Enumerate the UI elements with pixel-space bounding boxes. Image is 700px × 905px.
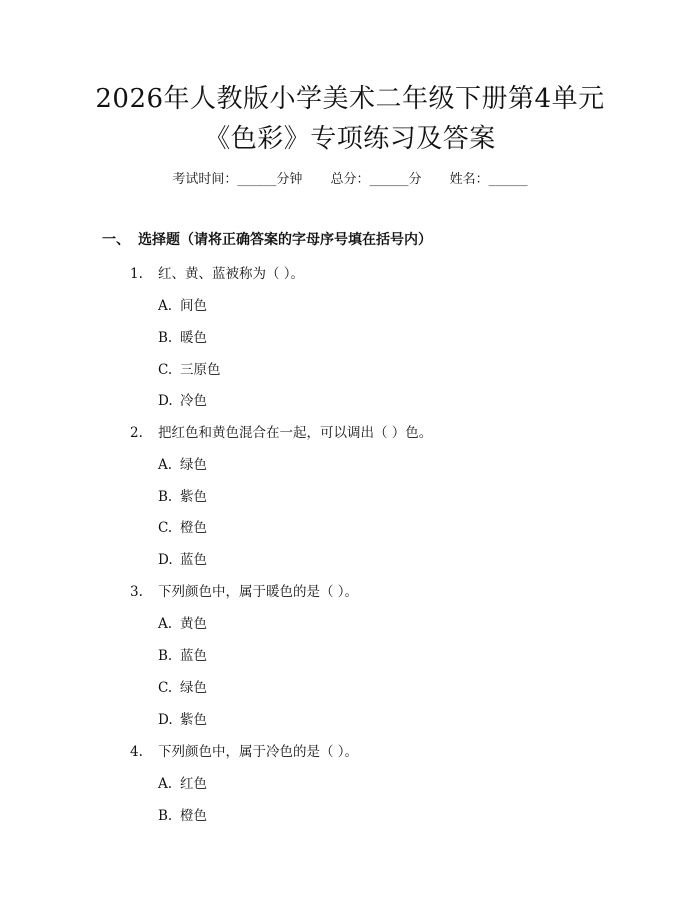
- total-score-field: 总分：______分: [330, 172, 422, 187]
- question-4: [130, 740, 358, 760]
- question-2-option-d: [158, 548, 207, 568]
- section-title: 选择题（请将正确答案的字母序号填在括号内）: [138, 232, 432, 248]
- page-title-line2: 《色彩》专项练习及答案: [204, 124, 496, 154]
- option-letter: B.: [158, 330, 173, 346]
- question-number: 4.: [130, 744, 143, 760]
- option-text: 橙色: [180, 808, 207, 824]
- question-text: 下列颜色中，属于冷色的是（ ）。: [158, 744, 359, 760]
- option-letter: B.: [158, 489, 173, 505]
- question-3-option-d: [158, 708, 207, 728]
- page-title-line1: 2026年人教版小学美术二年级下册第4单元: [95, 84, 605, 114]
- option-letter: C.: [158, 520, 173, 536]
- section-number: 一、: [102, 232, 130, 248]
- question-1-option-a: [158, 294, 207, 314]
- option-text: 绿色: [180, 680, 207, 696]
- question-2: [130, 421, 432, 441]
- option-letter: A.: [158, 776, 173, 792]
- exam-info: [0, 168, 700, 187]
- question-2-option-c: [158, 516, 207, 536]
- option-text: 橙色: [180, 520, 207, 536]
- option-text: 蓝色: [180, 648, 207, 664]
- option-text: 黄色: [180, 616, 207, 632]
- option-text: 间色: [180, 298, 207, 314]
- question-3: [130, 580, 358, 600]
- question-text: 红、黄、蓝被称为（ ）。: [158, 266, 305, 282]
- exam-time-field: 考试时间：______分钟: [172, 172, 303, 187]
- option-letter: D.: [158, 393, 173, 409]
- question-3-option-b: [158, 644, 207, 664]
- question-1-option-d: [158, 389, 207, 409]
- question-number: 3.: [130, 584, 143, 600]
- question-text: 把红色和黄色混合在一起，可以调出（ ）色。: [158, 425, 433, 441]
- option-letter: D.: [158, 712, 173, 728]
- question-4-option-a: [158, 772, 207, 792]
- question-text: 下列颜色中，属于暖色的是（ ）。: [158, 584, 359, 600]
- option-text: 紫色: [180, 489, 207, 505]
- option-letter: C.: [158, 362, 173, 378]
- option-letter: A.: [158, 298, 173, 314]
- question-1-option-b: [158, 326, 207, 346]
- question-2-option-b: [158, 485, 207, 505]
- option-letter: B.: [158, 808, 173, 824]
- question-4-option-b: [158, 804, 207, 824]
- section-heading: [102, 229, 432, 249]
- option-text: 三原色: [180, 362, 221, 378]
- option-letter: B.: [158, 648, 173, 664]
- question-2-option-a: [158, 453, 207, 473]
- question-number: 1.: [130, 266, 143, 282]
- option-letter: D.: [158, 552, 173, 568]
- question-number: 2.: [130, 425, 143, 441]
- option-text: 红色: [180, 776, 207, 792]
- option-text: 暖色: [180, 330, 207, 346]
- option-text: 绿色: [180, 457, 207, 473]
- question-1-option-c: [158, 358, 221, 378]
- question-3-option-c: [158, 676, 207, 696]
- student-name-field: 姓名：______: [449, 172, 528, 187]
- option-text: 蓝色: [180, 552, 207, 568]
- option-text: 紫色: [180, 712, 207, 728]
- option-letter: C.: [158, 680, 173, 696]
- option-letter: A.: [158, 616, 173, 632]
- option-text: 冷色: [180, 393, 207, 409]
- question-3-option-a: [158, 612, 207, 632]
- option-letter: A.: [158, 457, 173, 473]
- question-1: [130, 262, 304, 282]
